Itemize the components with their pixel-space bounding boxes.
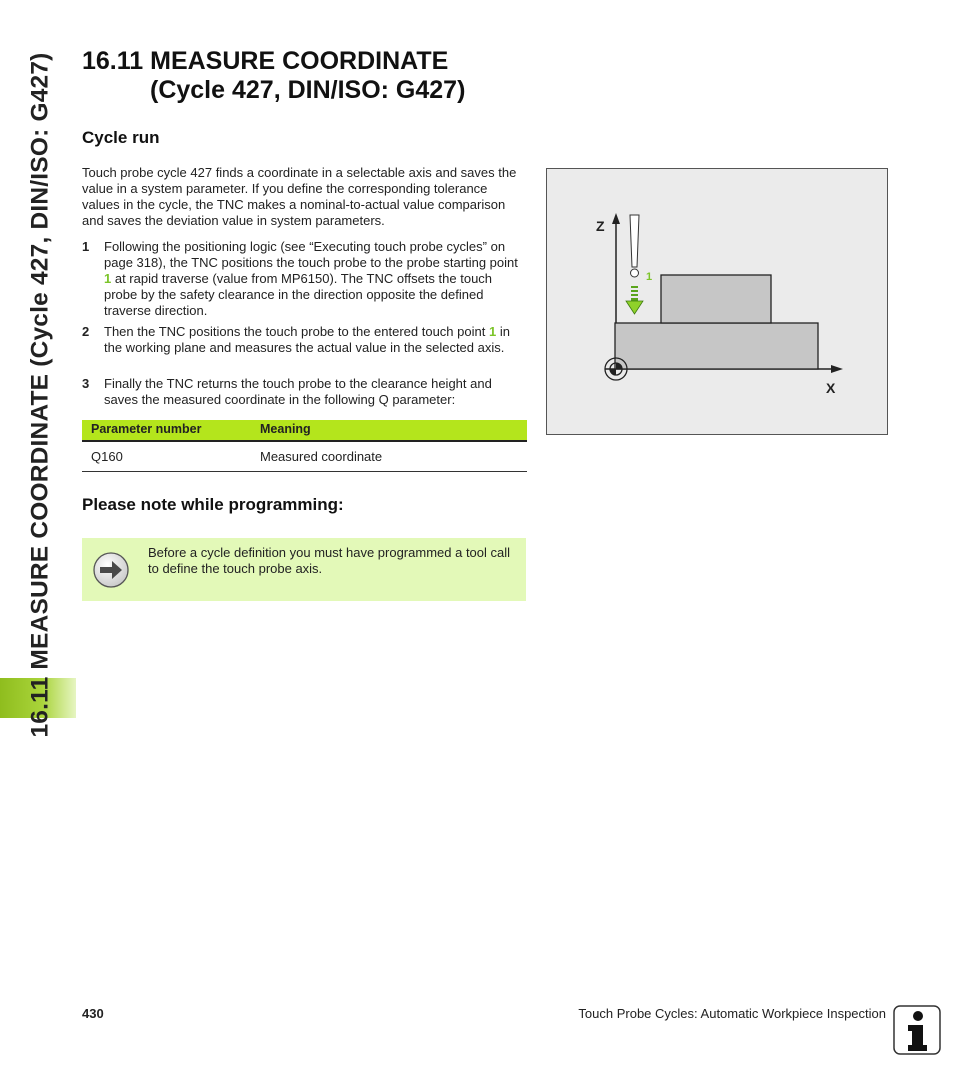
step-3: [82, 376, 528, 408]
programming-note-box: [82, 538, 526, 601]
step-text: Then the TNC positions the touch probe to the entered touch point 1 in the working plane and measures the actual value in the selected axis.: [104, 324, 510, 355]
footer-chapter-title: Touch Probe Cycles: Automatic Workpiece Inspection: [578, 1006, 886, 1021]
cell-parameter: Q160: [91, 449, 123, 464]
section-heading: [82, 47, 465, 105]
step-2: [82, 324, 528, 356]
programming-note-text: Before a cycle definition you must have programmed a tool call to define the touch probe axis.: [148, 545, 511, 576]
cycle-run-title: Cycle run: [82, 128, 160, 147]
point-reference: 1: [488, 324, 497, 339]
side-chapter-title: [17, 40, 65, 750]
table-header: [82, 420, 527, 442]
parameter-table: [82, 420, 527, 472]
section-heading-line2: (Cycle 427, DIN/ISO: G427): [150, 76, 466, 104]
z-axis-label: Z: [596, 218, 605, 234]
arrow-right-icon: [92, 551, 130, 589]
header-meaning: Meaning: [260, 422, 311, 436]
point-1-label: 1: [646, 271, 653, 283]
section-heading-line1: 16.11 MEASURE COORDINATE: [82, 47, 449, 75]
cycle-run-intro: Touch probe cycle 427 finds a coordinate in a selectable axis and saves the value in a system parameter. If you define the corresponding tolerance values in the cycle, the TNC makes a nominal-to-actual value comparison and saves the deviation value in system parameters.: [82, 165, 517, 228]
x-axis-arrow: [831, 365, 843, 373]
x-axis-label: X: [826, 380, 836, 396]
probe-diagram: [546, 168, 888, 435]
table-row: [82, 442, 527, 472]
cell-meaning: Measured coordinate: [260, 449, 383, 464]
z-axis-arrow: [612, 213, 620, 224]
side-chapter-title-text: 16.11 MEASURE COORDINATE (Cycle 427, DIN/ISO: G427): [27, 52, 54, 738]
point-reference: 1: [104, 271, 112, 286]
step-number: 1: [82, 239, 90, 254]
info-icon: [893, 1005, 941, 1055]
step-text: Finally the TNC returns the touch probe to the clearance height and saves the measured coordinate in the following Q parameter:: [104, 376, 492, 407]
step-1: [82, 239, 528, 319]
probe-diagram-svg: [547, 169, 887, 434]
programming-notes-title: Please note while programming:: [82, 495, 344, 514]
traverse-arrow-icon: [626, 286, 643, 314]
workpiece-base: [615, 323, 818, 369]
step-text: Following the positioning logic (see “Executing touch probe cycles” on page 318), the TNC positions the touch probe to the probe starting point 1 at rapid traverse (value from MP6150). The TNC offsets the touch probe by the safety clearance in the direction opposite the defined traverse direction.: [104, 239, 518, 318]
step-number: 3: [82, 376, 90, 391]
probe-stylus: [630, 215, 639, 267]
step-number: 2: [82, 324, 90, 339]
header-parameter-number: Parameter number: [91, 422, 202, 436]
probe-ball: [631, 269, 639, 277]
workpiece-step: [661, 275, 771, 323]
page-number: 430: [82, 1006, 104, 1021]
